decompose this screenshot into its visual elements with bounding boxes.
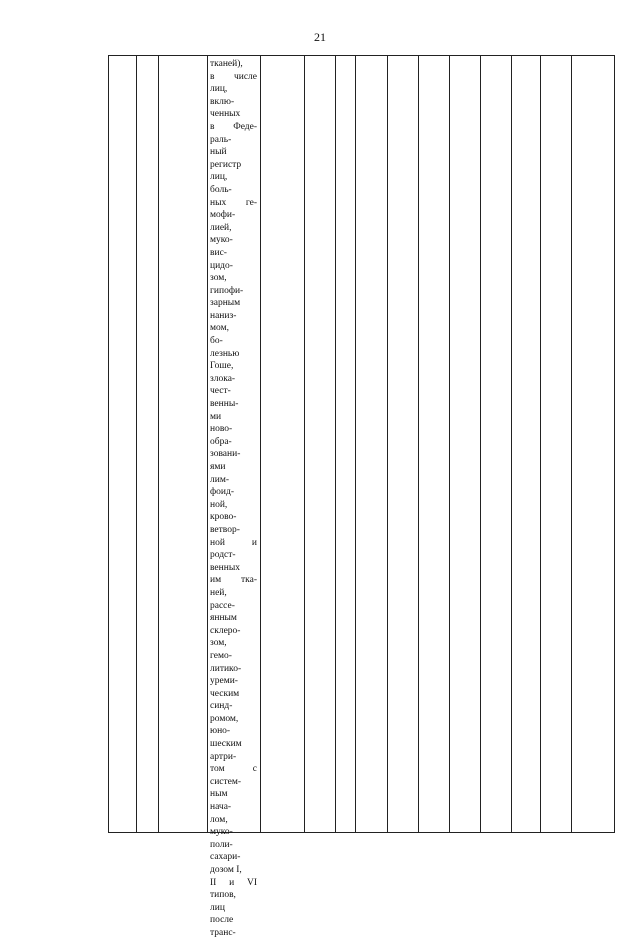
cell-line: ями [210, 462, 226, 472]
cell-line: родст- [210, 550, 236, 561]
cell-line: типов, [210, 890, 236, 901]
cell-line: транс- [210, 927, 236, 938]
cell-line: артри- [210, 751, 237, 762]
cell-line: ным [210, 789, 228, 800]
cell-line: нача- [210, 802, 232, 813]
table-continuation [108, 55, 615, 938]
cell-line: литико- [210, 663, 242, 674]
cell-line: том с [210, 764, 257, 775]
cell-line: ми [210, 411, 222, 422]
cell-line: шеским [210, 739, 242, 750]
cell-line: муко- [210, 235, 233, 246]
cell-line: синд- [210, 701, 233, 712]
cell-line: в числе [210, 71, 257, 82]
category-description-cell [210, 58, 257, 940]
cell-line: зом, [210, 273, 227, 284]
cell-line: поли- [210, 839, 233, 850]
cell-line: ной, [210, 499, 228, 510]
cell-line: систем- [210, 776, 242, 787]
cell-line: лом, [210, 814, 228, 825]
column-divider [387, 56, 388, 832]
cell-line: наниз- [210, 310, 237, 321]
cell-line: Гоше, [210, 361, 234, 372]
cell-line: лезнью [210, 348, 240, 359]
cell-line: зом, [210, 638, 227, 649]
cell-line: ветвор- [210, 524, 240, 535]
cell-line: юно- [210, 726, 231, 737]
column-divider [571, 56, 572, 832]
cell-line: чест- [210, 386, 231, 397]
cell-line: раль- [210, 134, 232, 145]
cell-line: ной и [210, 537, 257, 548]
cell-line: обра- [210, 436, 232, 447]
cell-line: тканей), [210, 59, 243, 69]
cell-line: лией, [210, 222, 232, 233]
cell-line: вклю- [210, 96, 235, 107]
cell-line: бо- [210, 336, 223, 347]
cell-line: ней, [210, 587, 227, 598]
cell-line: цидо- [210, 260, 233, 271]
cell-line: крово- [210, 512, 237, 523]
column-divider [136, 56, 137, 832]
cell-line: ново- [210, 424, 233, 435]
cell-line: мофи- [210, 210, 236, 221]
cell-line: ченных [210, 109, 241, 120]
cell-line: сахари- [210, 852, 241, 863]
cell-line: фоид- [210, 487, 234, 498]
cell-line: ный [210, 147, 227, 158]
cell-line: им тка- [210, 575, 257, 586]
cell-line: злока- [210, 373, 236, 384]
cell-line: зовани- [210, 449, 241, 460]
cell-line: рассе- [210, 600, 235, 611]
cell-line: вис- [210, 247, 227, 258]
page-number: 21 [314, 30, 326, 44]
cell-line: боль- [210, 184, 232, 195]
column-divider [304, 56, 305, 832]
column-divider [480, 56, 481, 832]
column-divider [418, 56, 419, 832]
cell-line: мом, [210, 323, 229, 334]
column-divider [449, 56, 450, 832]
column-divider [260, 56, 261, 832]
cell-line: лиц, [210, 172, 228, 183]
column-divider [511, 56, 512, 832]
cell-line: уреми- [210, 676, 238, 687]
cell-line: в Феде- [210, 121, 257, 132]
cell-line: II и VI [210, 877, 257, 888]
cell-line: ческим [210, 688, 240, 699]
column-divider [335, 56, 336, 832]
cell-line: лиц, [210, 84, 228, 95]
cell-line: гипофи- [210, 285, 244, 296]
cell-line: ромом, [210, 713, 239, 724]
column-divider [158, 56, 159, 832]
cell-line: муко- [210, 827, 233, 838]
cell-line: ных ге- [210, 197, 257, 208]
cell-line: венных [210, 562, 240, 573]
cell-line: дозом I, [210, 865, 242, 875]
cell-line: венны- [210, 399, 239, 410]
column-divider [355, 56, 356, 832]
cell-line: янным [210, 613, 237, 624]
cell-line: склеро- [210, 625, 241, 636]
cell-line: зарным [210, 298, 241, 309]
column-divider [540, 56, 541, 832]
column-divider [207, 56, 208, 832]
cell-line: лиц [210, 902, 225, 913]
cell-line: после [210, 915, 234, 926]
cell-line: регистр [210, 159, 242, 170]
cell-line: гемо- [210, 650, 232, 661]
cell-line: лим- [210, 474, 229, 485]
